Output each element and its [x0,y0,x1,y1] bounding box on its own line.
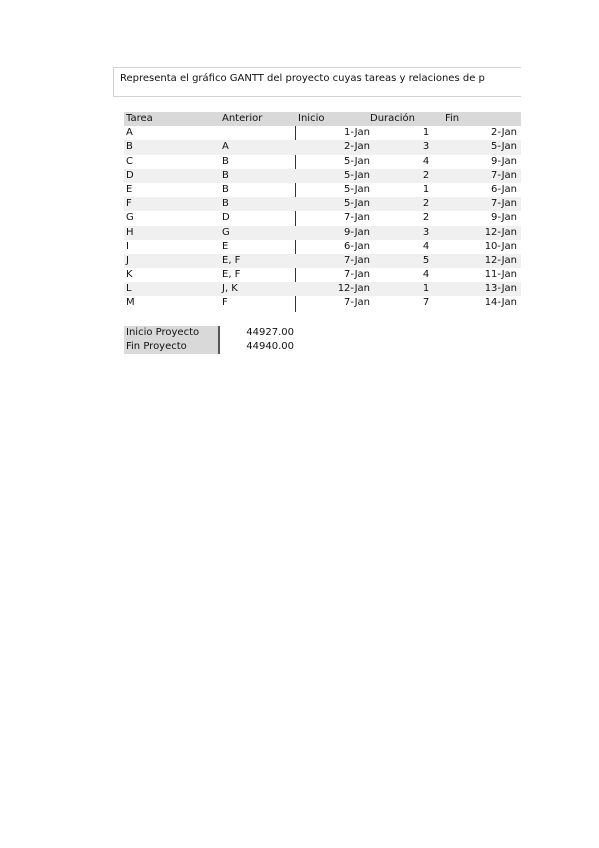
cell-inicio: 7-Jan [344,297,370,309]
table-row [124,240,521,254]
cell-tarea: J [126,254,129,266]
instruction-text: Representa el gráfico GANTT del proyecto cuyas tareas y relaciones de p [120,73,485,84]
table-row [124,155,521,169]
cell-duracion: 3 [422,226,430,238]
header-inicio: Inicio [298,113,325,124]
fin-proyecto-label: Fin Proyecto [124,340,220,354]
table-row [124,197,521,211]
cell-inicio: 2-Jan [344,141,370,153]
cell-duracion: 7 [422,297,430,309]
cell-inicio: 7-Jan [344,254,370,266]
cell-tarea: H [126,226,134,238]
cell-anterior: G [222,226,230,238]
cell-duracion: 2 [422,198,430,210]
cell-duracion: 2 [422,212,430,224]
cell-inicio: 5-Jan [344,155,370,167]
cell-duracion: 4 [422,240,430,252]
cell-fin: 7-Jan [491,169,517,181]
cell-fin: 7-Jan [491,198,517,210]
cell-inicio: 5-Jan [344,198,370,210]
cell-fin: 10-Jan [484,240,517,252]
header-anterior: Anterior [222,113,263,124]
header-tarea: Tarea [126,113,153,124]
cell-inicio: 9-Jan [344,226,370,238]
cell-fin: 11-Jan [484,269,517,281]
cell-anterior: E, F [222,254,241,266]
inicio-proyecto-label: Inicio Proyecto [124,326,220,340]
table-row [124,126,521,140]
header-fin: Fin [445,113,460,124]
table-row [124,183,521,197]
cell-tarea: E [126,183,133,195]
table-header-row [124,112,521,126]
cell-anterior: B [222,183,229,195]
cell-tarea: C [126,155,133,167]
cell-anterior: A [222,141,229,153]
cell-duracion: 1 [422,283,430,295]
table-row [124,268,521,282]
cell-inicio: 5-Jan [344,183,370,195]
cell-anterior: F [222,297,228,309]
cell-anterior: E [222,240,229,252]
cell-fin: 9-Jan [491,155,517,167]
cell-tarea: A [126,127,133,139]
cell-inicio: 6-Jan [344,240,370,252]
cell-tarea: M [126,297,135,309]
cell-anterior: J, K [222,283,238,295]
cell-inicio: 1-Jan [344,127,370,139]
cell-duracion: 4 [422,155,430,167]
instruction-note [113,67,521,97]
project-summary [124,326,304,354]
cell-anterior: B [222,169,229,181]
cell-tarea: G [126,212,134,224]
cell-fin: 14-Jan [484,297,517,309]
cell-tarea: B [126,141,133,153]
cell-inicio: 7-Jan [344,212,370,224]
cell-fin: 5-Jan [491,141,517,153]
summary-row-inicio [124,326,304,340]
table-row [124,254,521,268]
cell-tarea: L [126,283,132,295]
table-row [124,226,521,240]
cell-duracion: 4 [422,269,430,281]
summary-row-fin [124,340,304,354]
table-row [124,169,521,183]
cell-anterior: D [222,212,230,224]
cell-duracion: 5 [422,254,430,266]
cell-fin: 9-Jan [491,212,517,224]
cell-fin: 6-Jan [491,183,517,195]
cell-tarea: D [126,169,134,181]
cell-anterior: E, F [222,269,241,281]
cell-duracion: 3 [422,141,430,153]
cell-fin: 13-Jan [484,283,517,295]
cell-tarea: I [126,240,129,252]
cell-fin: 2-Jan [491,127,517,139]
cell-duracion: 1 [422,127,430,139]
cell-inicio: 7-Jan [344,269,370,281]
tasks-table [124,112,521,311]
header-duracion: Duración [370,113,416,124]
cell-duracion: 1 [422,183,430,195]
cell-inicio: 5-Jan [344,169,370,181]
inicio-proyecto-value: 44927.00 [246,327,294,338]
fin-proyecto-value: 44940.00 [246,341,294,353]
table-row [124,296,521,310]
cell-inicio: 12-Jan [337,283,370,295]
table-row [124,140,521,154]
cell-fin: 12-Jan [484,226,517,238]
cell-anterior: B [222,198,229,210]
table-row [124,282,521,296]
cell-fin: 12-Jan [484,254,517,266]
cell-tarea: K [126,269,133,281]
cell-anterior: B [222,155,229,167]
table-row [124,211,521,225]
cell-duracion: 2 [422,169,430,181]
cell-tarea: F [126,198,132,210]
